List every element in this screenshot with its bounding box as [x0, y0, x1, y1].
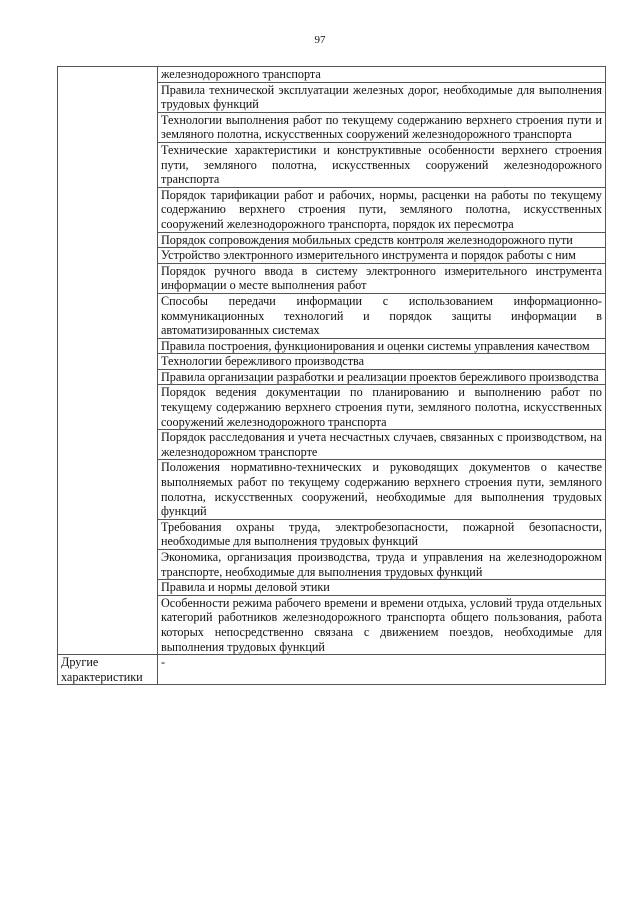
- knowledge-item: Порядок сопровождения мобильных средств контроля железнодорожного пути: [158, 232, 606, 248]
- table-row: [58, 67, 606, 83]
- knowledge-item: Требования охраны труда, электробезопасности, пожарной безопасности, необходимые для выполнения трудовых функций: [158, 519, 606, 549]
- knowledge-item: Технические характеристики и конструктивные особенности верхнего строения пути, земляного полотна, искусственных сооружений железнодорожного транспорта: [158, 142, 606, 187]
- knowledge-item: Технологии выполнения работ по текущему содержанию верхнего строения пути и земляного полотна, искусственных сооружений железнодорожного транспорта: [158, 112, 606, 142]
- knowledge-item: Правила организации разработки и реализации проектов бережливого производства: [158, 369, 606, 385]
- page-number: 97: [314, 34, 326, 46]
- knowledge-item: Порядок тарификации работ и рабочих, нормы, расценки на работы по текущему содержанию верхнего строения пути, земляного полотна, искусственных сооружений железнодорожного транспорта, порядок их пересмотра: [158, 187, 606, 232]
- knowledge-item: Экономика, организация производства, труда и управления на железнодорожном транспорте, необходимые для выполнения трудовых функций: [158, 550, 606, 580]
- knowledge-table: [57, 66, 606, 685]
- knowledge-item: Особенности режима рабочего времени и времени отдыха, условий труда отдельных категорий работников железнодорожного транспорта общего пользования, работа которых непосредственно связана с движением поездов, необходимые для выполнения трудовых функций: [158, 595, 606, 654]
- knowledge-item: Положения нормативно-технических и руководящих документов о качестве выполняемых работ по текущему содержанию верхнего строения пути, земляного полотна, искусственных сооружений, необходимые для выполнения трудовых функций: [158, 460, 606, 519]
- knowledge-item: Правила технической эксплуатации железных дорог, необходимые для выполнения трудовых функций: [158, 82, 606, 112]
- other-characteristics-row: [58, 655, 606, 685]
- knowledge-item: железнодорожного транспорта: [158, 67, 606, 83]
- knowledge-item: Способы передачи информации с использованием информационно-коммуникационных технологий и порядок защиты информации в автоматизированных системах: [158, 293, 606, 338]
- knowledge-item: Порядок расследования и учета несчастных случаев, связанных с производством, на железнодорожном транспорте: [158, 430, 606, 460]
- knowledge-item: Порядок ведения документации по планированию и выполнению работ по текущему содержанию верхнего строения пути, земляного полотна, искусственных сооружений железнодорожного транспорта: [158, 385, 606, 430]
- other-characteristics-label: Другие характеристики: [58, 655, 158, 685]
- knowledge-item: Технологии бережливого производства: [158, 354, 606, 370]
- knowledge-item: Порядок ручного ввода в систему электронного измерительного инструмента информации о месте выполнения работ: [158, 263, 606, 293]
- other-characteristics-value: -: [158, 655, 606, 685]
- knowledge-item: Правила и нормы деловой этики: [158, 580, 606, 596]
- required-knowledge-label-cell: [58, 67, 158, 655]
- knowledge-item: Устройство электронного измерительного инструмента и порядок работы с ним: [158, 248, 606, 264]
- knowledge-item: Правила построения, функционирования и оценки системы управления качеством: [158, 338, 606, 354]
